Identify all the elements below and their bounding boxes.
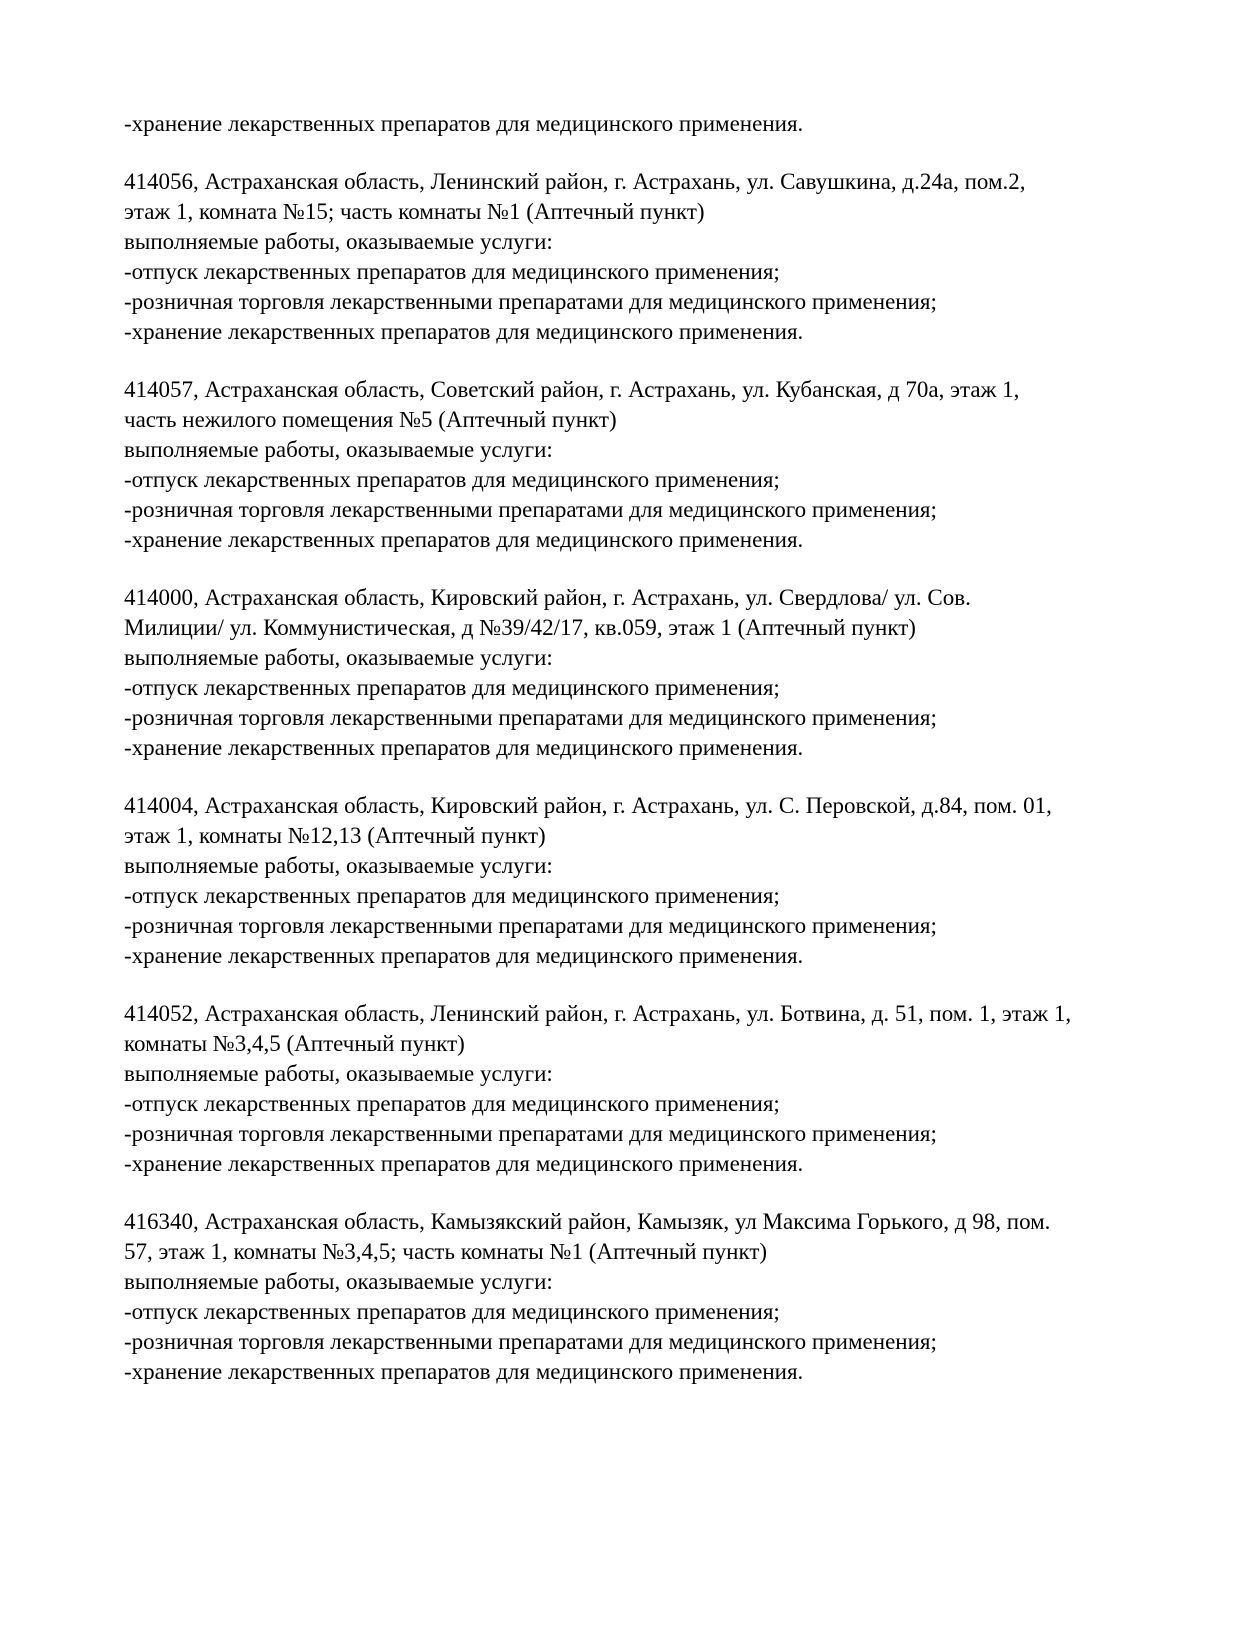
- service-item: -отпуск лекарственных препаратов для медицинского применения;: [124, 675, 780, 700]
- license-entries-container: [124, 167, 1145, 1387]
- entry-address-line: комнаты №3,4,5 (Аптечный пункт): [124, 1031, 465, 1056]
- service-item: -розничная торговля лекарственными препаратами для медицинского применения;: [124, 289, 937, 314]
- service-item: -розничная торговля лекарственными препаратами для медицинского применения;: [124, 913, 937, 938]
- service-item: -хранение лекарственных препаратов для медицинского применения.: [124, 943, 804, 968]
- services-header: выполняемые работы, оказываемые услуги:: [124, 645, 553, 670]
- entry-address-line: 416340, Астраханская область, Камызякский район, Камызяк, ул Максима Горького, д 98, пом.: [124, 1209, 1051, 1234]
- services-header: выполняемые работы, оказываемые услуги:: [124, 853, 553, 878]
- service-item: -хранение лекарственных препаратов для медицинского применения.: [124, 1151, 804, 1176]
- entry-address-line: 414056, Астраханская область, Ленинский район, г. Астрахань, ул. Савушкина, д.24а, пом.2,: [124, 169, 1026, 194]
- service-item: -отпуск лекарственных препаратов для медицинского применения;: [124, 467, 780, 492]
- entry-address-line: 414000, Астраханская область, Кировский район, г. Астрахань, ул. Свердлова/ ул. Сов.: [124, 585, 971, 610]
- service-item: -отпуск лекарственных препаратов для медицинского применения;: [124, 1091, 780, 1116]
- entry-address-line: 414004, Астраханская область, Кировский район, г. Астрахань, ул. С. Перовской, д.84, пом. 01,: [124, 793, 1052, 818]
- license-entry-416340: [124, 1207, 1145, 1387]
- service-item: -хранение лекарственных препаратов для медицинского применения.: [124, 735, 804, 760]
- entry-address-line: 57, этаж 1, комнаты №3,4,5; часть комнаты №1 (Аптечный пункт): [124, 1239, 768, 1264]
- services-header: выполняемые работы, оказываемые услуги:: [124, 437, 553, 462]
- service-item: -хранение лекарственных препаратов для медицинского применения.: [124, 527, 804, 552]
- service-item: -розничная торговля лекарственными препаратами для медицинского применения;: [124, 1329, 937, 1354]
- intro-service-line: -хранение лекарственных препаратов для медицинского применения.: [124, 111, 804, 136]
- license-entry-414004: [124, 791, 1145, 971]
- service-item: -хранение лекарственных препаратов для медицинского применения.: [124, 319, 804, 344]
- entry-address-line: этаж 1, комнаты №12,13 (Аптечный пункт): [124, 823, 546, 848]
- service-item: -розничная торговля лекарственными препаратами для медицинского применения;: [124, 1121, 937, 1146]
- services-header: выполняемые работы, оказываемые услуги:: [124, 229, 553, 254]
- license-entry-414000: [124, 583, 1145, 763]
- service-item: -отпуск лекарственных препаратов для медицинского применения;: [124, 1299, 780, 1324]
- license-entry-414052: [124, 999, 1145, 1179]
- services-header: выполняемые работы, оказываемые услуги:: [124, 1269, 553, 1294]
- service-item: -отпуск лекарственных препаратов для медицинского применения;: [124, 883, 780, 908]
- license-entry-414057: [124, 375, 1145, 555]
- entry-address-line: 414052, Астраханская область, Ленинский район, г. Астрахань, ул. Ботвина, д. 51, пом. 1, этаж 1,: [124, 1001, 1072, 1026]
- services-header: выполняемые работы, оказываемые услуги:: [124, 1061, 553, 1086]
- entry-address-line: часть нежилого помещения №5 (Аптечный пункт): [124, 407, 617, 432]
- license-entry-414056: [124, 167, 1145, 347]
- service-item: -розничная торговля лекарственными препаратами для медицинского применения;: [124, 497, 937, 522]
- entry-address-line: Милиции/ ул. Коммунистическая, д №39/42/17, кв.059, этаж 1 (Аптечный пункт): [124, 615, 916, 640]
- entry-address-line: этаж 1, комната №15; часть комнаты №1 (Аптечный пункт): [124, 199, 705, 224]
- service-item: -розничная торговля лекарственными препаратами для медицинского применения;: [124, 705, 937, 730]
- entry-address-line: 414057, Астраханская область, Советский район, г. Астрахань, ул. Кубанская, д 70а, этаж 1,: [124, 377, 1020, 402]
- service-item: -хранение лекарственных препаратов для медицинского применения.: [124, 1359, 804, 1384]
- service-item: -отпуск лекарственных препаратов для медицинского применения;: [124, 259, 780, 284]
